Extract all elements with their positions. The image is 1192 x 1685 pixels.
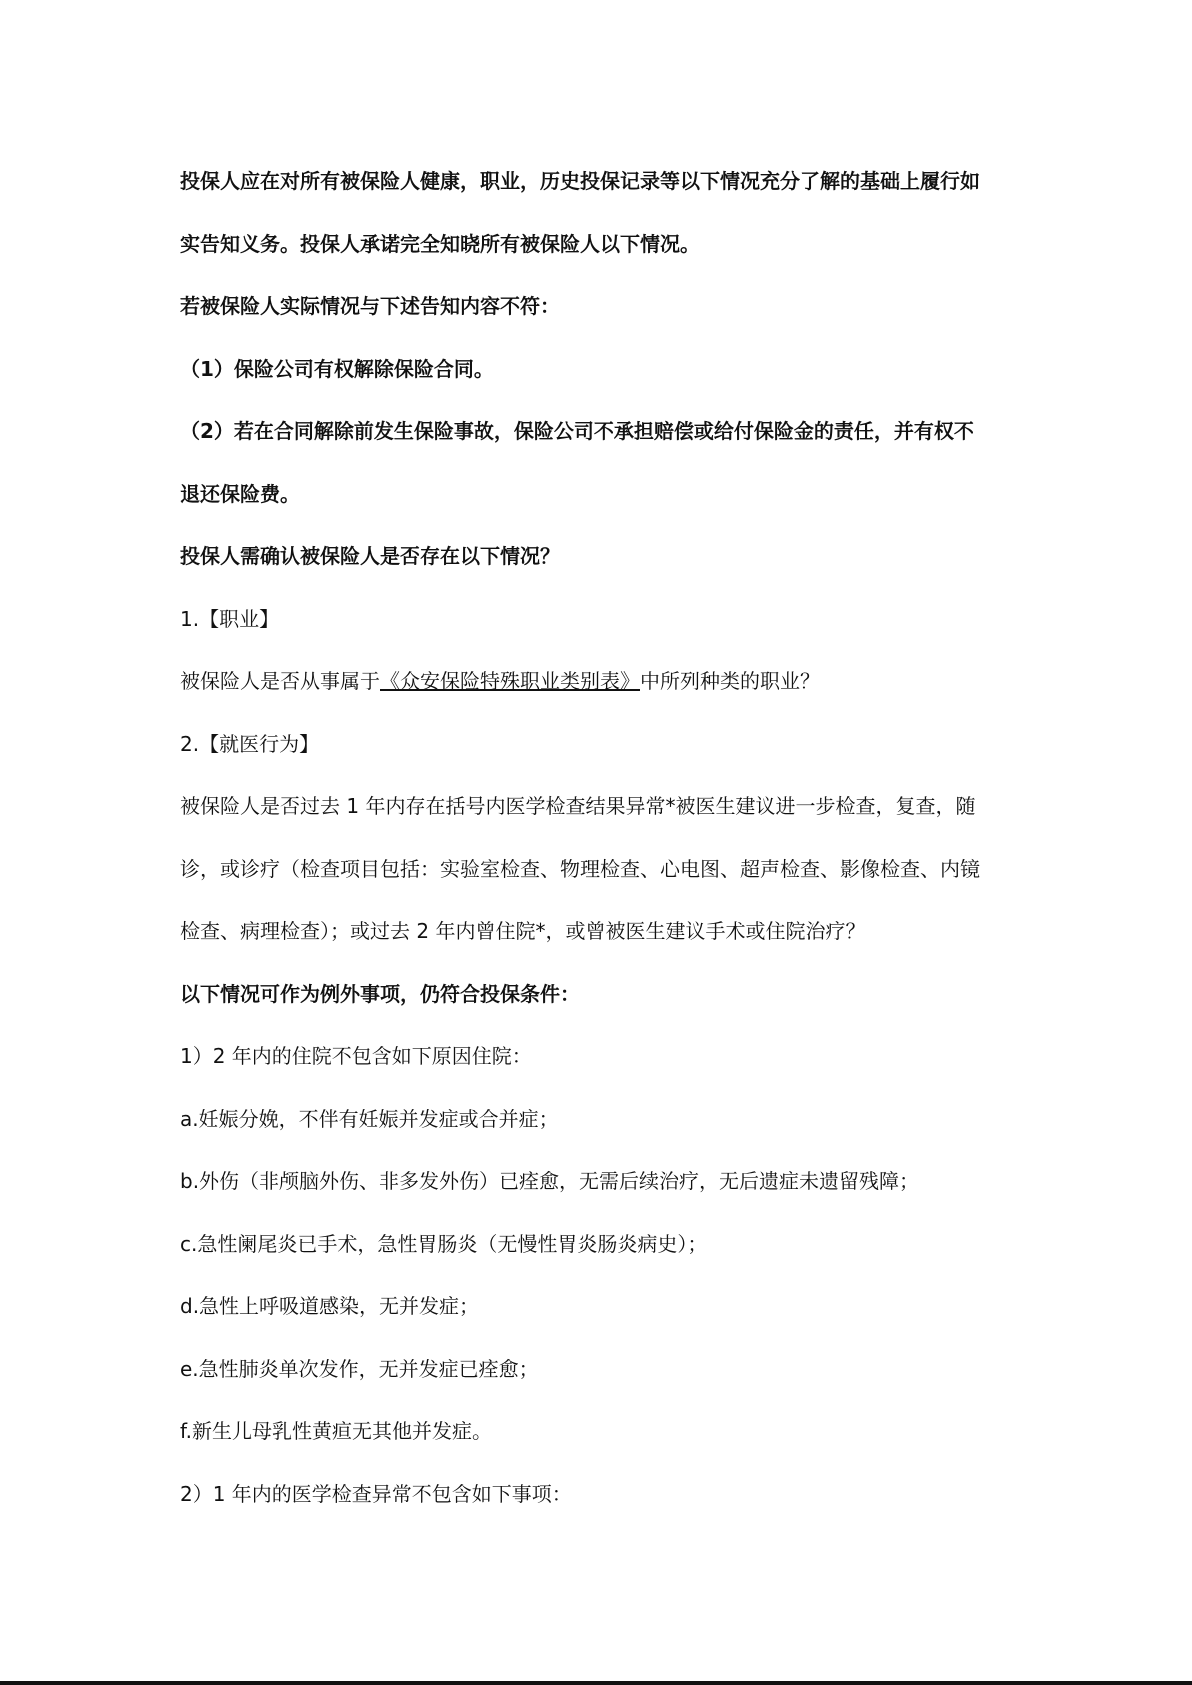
exception-1-title: 1）2 年内的住院不包含如下原因住院： — [180, 1044, 532, 1068]
exception-1-item: b.外伤（非颅脑外伤、非多发外伤）已痊愈，无需后续治疗，无后遗症未遗留残障； — [180, 1169, 920, 1193]
consequence-2-line-2: 退还保险费。 — [180, 481, 300, 506]
exception-1-item: a.妊娠分娩，不伴有妊娠并发症或合并症； — [180, 1106, 559, 1131]
exception-1-item: d.急性上呼吸道感染，无并发症； — [180, 1294, 480, 1318]
mismatch-heading: 若被保险人实际情况与下述告知内容不符： — [180, 294, 560, 318]
section-medical-question-line-1: 被保险人是否过去 1 年内存在括号内医学检查结果异常*被医生建议进一步检查，复查，随 — [180, 794, 976, 818]
occupation-category-link[interactable]: 《众安保险特殊职业类别表》 — [380, 669, 640, 693]
section-medical-title: 2.【就医行为】 — [180, 731, 320, 756]
section-medical-question-line-2: 诊，或诊疗（检查项目包括：实验室检查、物理检查、心电图、超声检查、影像检查、内镜 — [180, 856, 980, 881]
exception-1-item: c.急性阑尾炎已手术，急性胃肠炎（无慢性胃炎肠炎病史）； — [180, 1231, 708, 1256]
section-occupation-question — [180, 650, 1030, 713]
exception-2-title: 2）1 年内的医学检查异常不包含如下事项： — [180, 1481, 572, 1506]
document-page — [180, 150, 1030, 1525]
consequence-2-line-1: （2）若在合同解除前发生保险事故，保险公司不承担赔偿或给付保险金的责任，并有权不 — [180, 419, 974, 443]
bottom-rule — [0, 1681, 1192, 1685]
section-occupation-title: 1.【职业】 — [180, 606, 280, 631]
consequence-1: （1）保险公司有权解除保险合同。 — [180, 356, 494, 381]
exception-1-item: f.新生儿母乳性黄疸无其他并发症。 — [180, 1419, 492, 1443]
occupation-question-prefix: 被保险人是否从事属于 — [180, 669, 380, 693]
intro-line-1: 投保人应在对所有被保险人健康，职业，历史投保记录等以下情况充分了解的基础上履行如 — [180, 169, 980, 193]
occupation-question-suffix: 中所列种类的职业？ — [640, 669, 820, 693]
intro-line-2: 实告知义务。投保人承诺完全知晓所有被保险人以下情况。 — [180, 231, 700, 256]
section-medical-question-line-3: 检查、病理检查）；或过去 2 年内曾住院*，或曾被医生建议手术或住院治疗？ — [180, 919, 866, 943]
exception-1-item: e.急性肺炎单次发作，无并发症已痊愈； — [180, 1356, 539, 1381]
confirm-heading: 投保人需确认被保险人是否存在以下情况？ — [180, 544, 560, 568]
exceptions-heading: 以下情况可作为例外事项，仍符合投保条件： — [180, 981, 580, 1006]
